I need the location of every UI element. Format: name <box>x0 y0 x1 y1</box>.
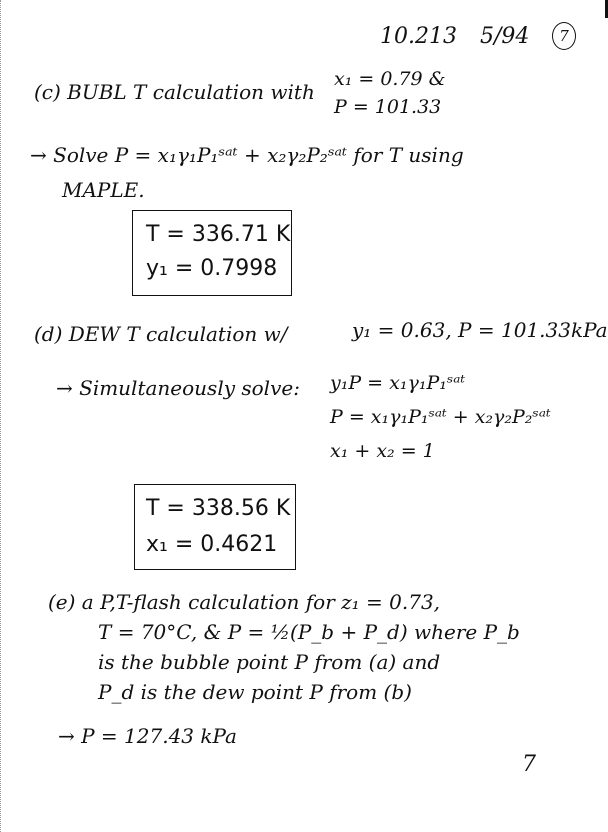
part-c-maple: MAPLE. <box>62 178 145 202</box>
course-number: 10.213 <box>380 24 457 49</box>
part-d-solve-label: → Simultaneously solve: <box>56 376 300 400</box>
part-e-line-4: P_d is the dew point P from (b) <box>98 680 412 704</box>
part-d-result-x1: x₁ = 0.4621 <box>146 532 278 557</box>
part-d-heading: (d) DEW T calculation w/ <box>34 322 288 346</box>
part-e-result: → P = 127.43 kPa <box>58 724 237 748</box>
page-edge-perforation <box>0 0 4 832</box>
header-date: 5/94 <box>480 24 530 49</box>
part-e-line-3: is the bubble point P from (a) and <box>98 650 441 674</box>
part-d-equation-3: x₁ + x₂ = 1 <box>330 440 435 462</box>
part-d-equation-1: y₁P = x₁γ₁P₁ˢᵃᵗ <box>330 372 466 394</box>
part-d-equation-2: P = x₁γ₁P₁ˢᵃᵗ + x₂γ₂P₂ˢᵃᵗ <box>330 406 551 428</box>
circled-page-number: 7 <box>552 22 576 50</box>
page-number: 7 <box>522 752 536 777</box>
part-c-heading: (c) BUBL T calculation with <box>34 80 315 104</box>
part-c-condition-x: x₁ = 0.79 & <box>334 68 446 90</box>
part-c-condition-p: P = 101.33 <box>334 96 442 118</box>
part-c-result-temperature: T = 336.71 K <box>146 222 291 247</box>
part-e-line-2: T = 70°C, & P = ½(P_b + P_d) where P_b <box>98 620 520 644</box>
part-c-result-y1: y₁ = 0.7998 <box>146 256 278 281</box>
part-d-condition: y₁ = 0.63, P = 101.33kPa <box>352 318 608 342</box>
part-e-line-1: (e) a P,T-flash calculation for z₁ = 0.73, <box>48 590 441 614</box>
part-c-solve-line: → Solve P = x₁γ₁P₁ˢᵃᵗ + x₂γ₂P₂ˢᵃᵗ for T using <box>30 143 464 167</box>
part-d-result-temperature: T = 338.56 K <box>146 496 291 521</box>
